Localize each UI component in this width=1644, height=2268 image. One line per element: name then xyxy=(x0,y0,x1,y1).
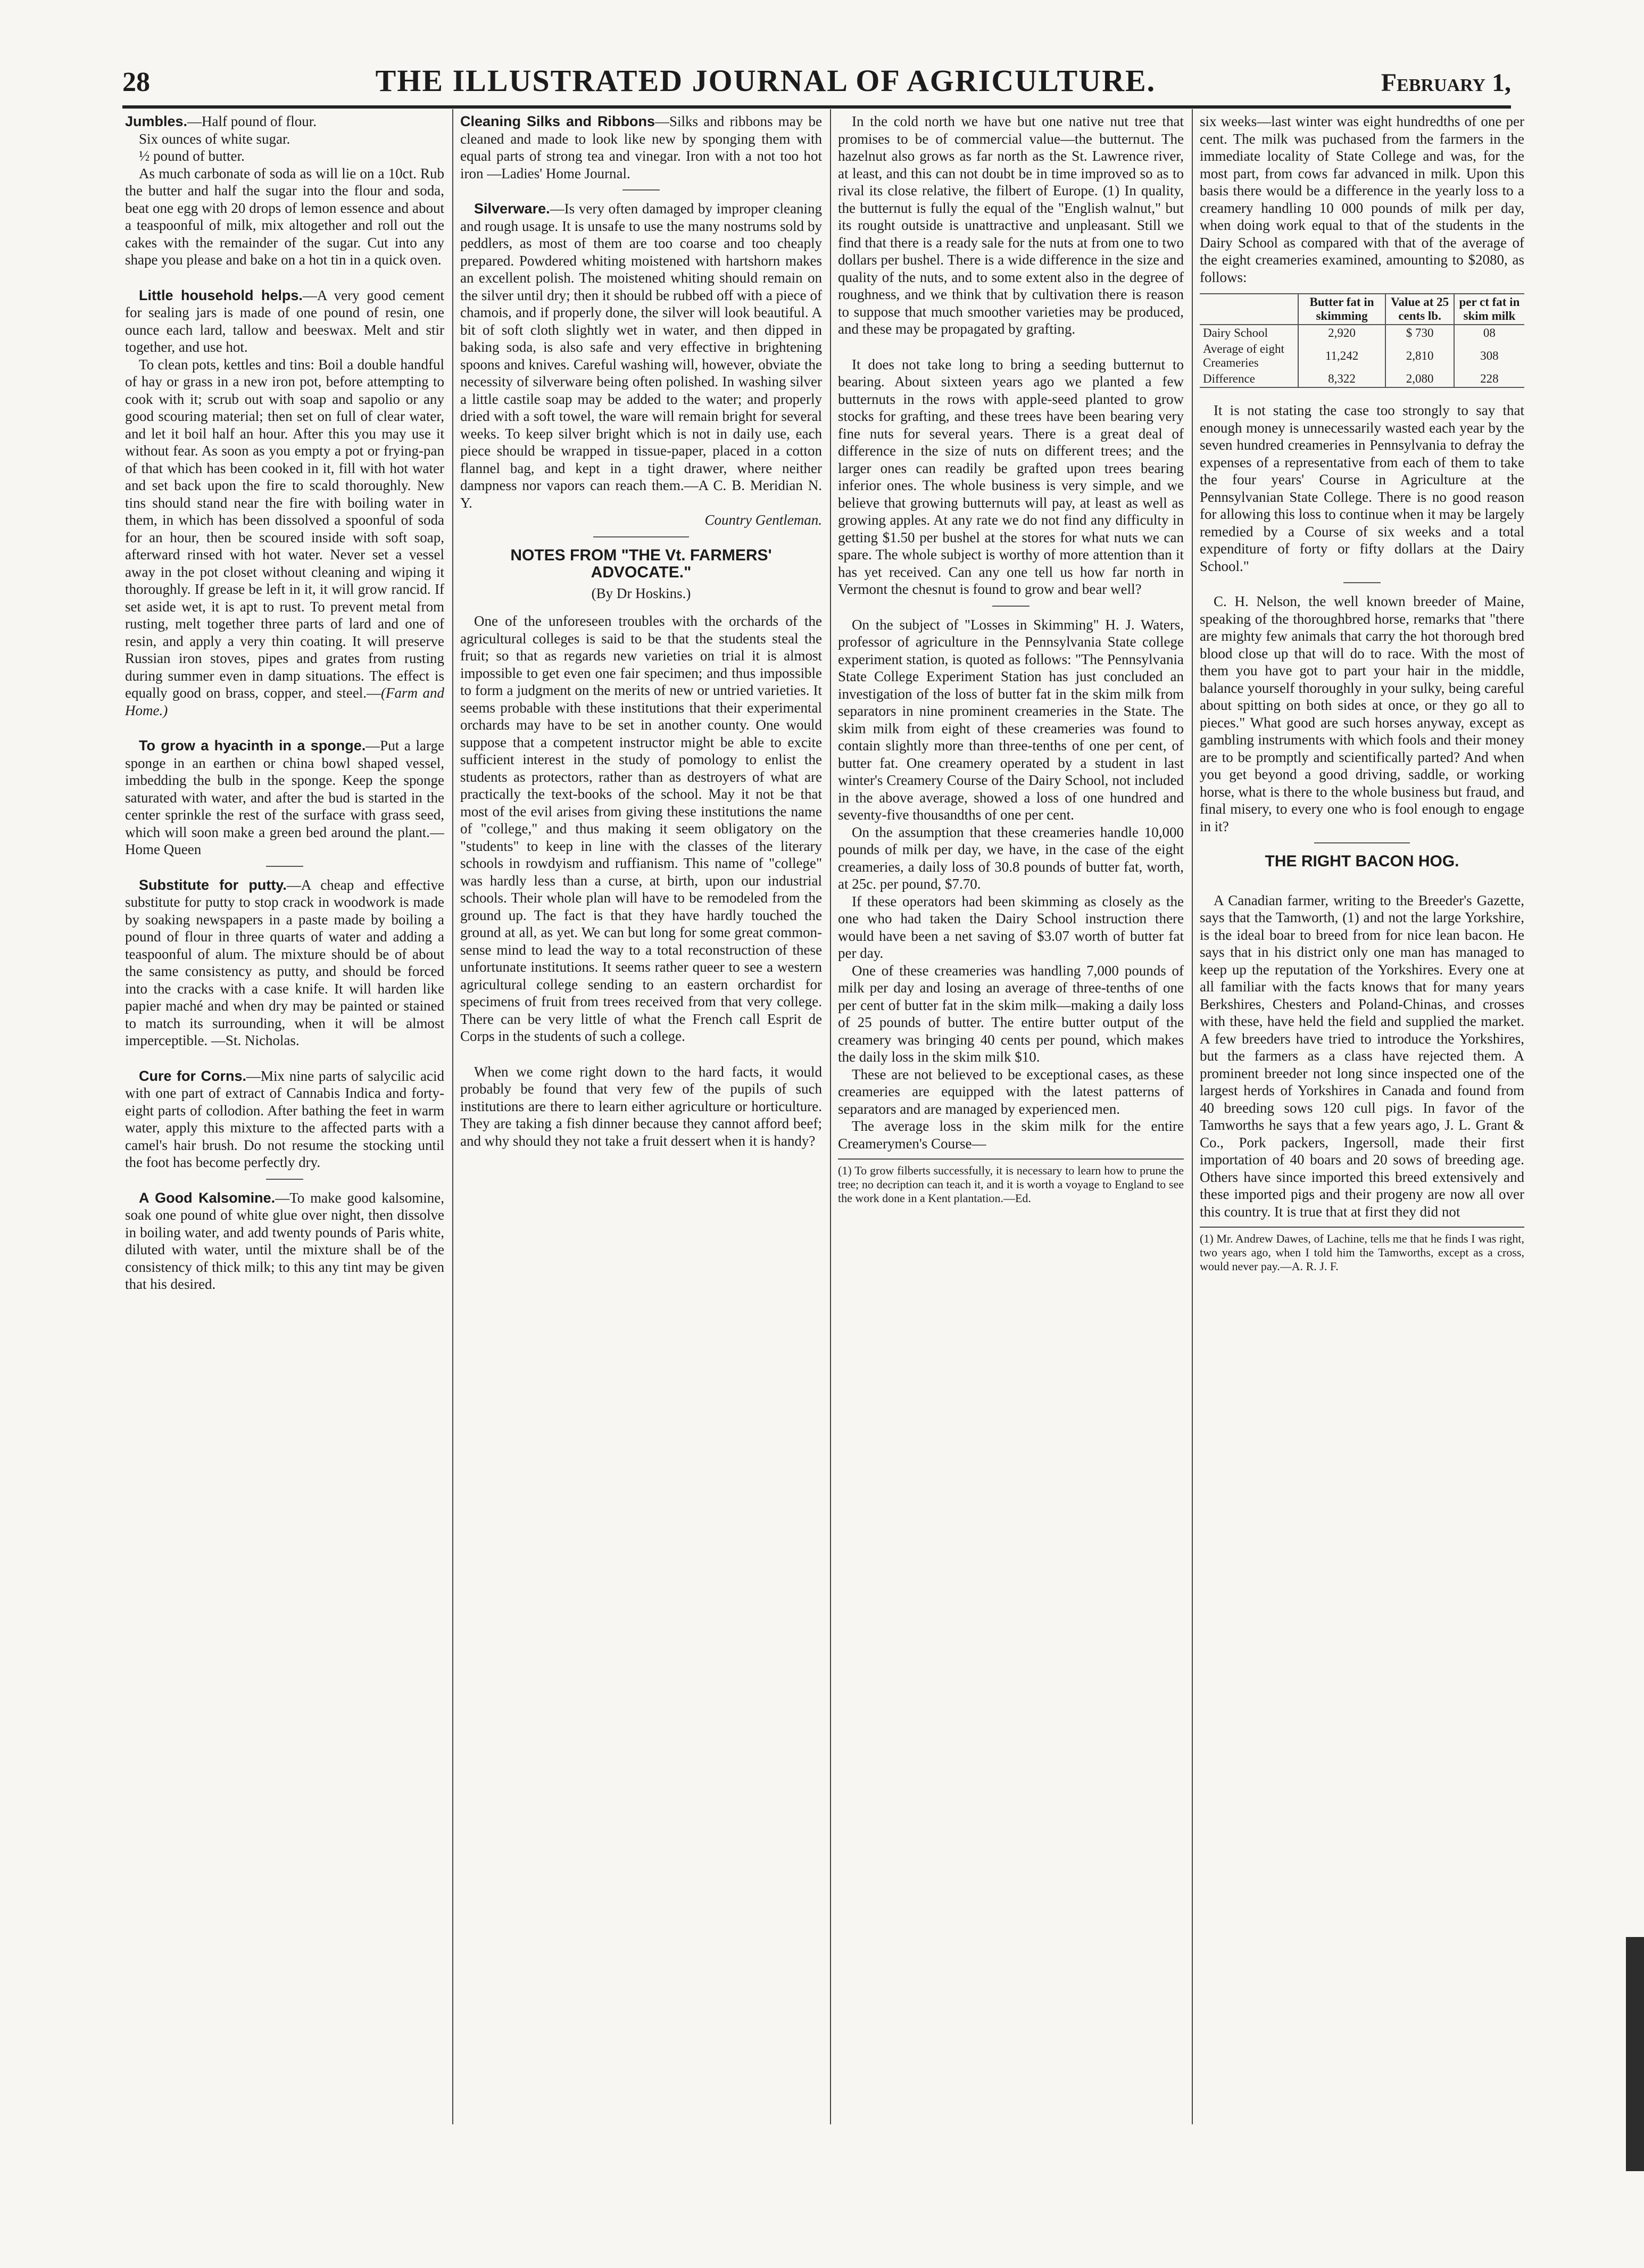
jumbles-ingredient: ½ pound of butter. xyxy=(139,148,245,164)
page-edge-shadow xyxy=(1626,1937,1644,2171)
table-cell: 2,080 xyxy=(1385,371,1454,387)
skimming-paragraph: On the subject of "Losses in Skimming" H. J. Waters, professor of agriculture in the Pennsylvania State college experiment station, is quoted as follows: "The Pennsylvania State College Experiment Station has just concluded an investigation of the loss of butter fat in the skim milk from separators in nine prominent creameries in the State. The skim milk from eight of these creameries was found to contain slightly more than three-tenths of one per cent, of butter fat. One creamery operated by a student in last winter's Creamery Course of the Dairy School, not included in the above average, showed a loss of one hundred and seventy-five thousandths of one per cent. xyxy=(838,616,1184,823)
table-row xyxy=(1200,341,1524,371)
table-cell: 08 xyxy=(1454,325,1524,341)
table-cell: 8,322 xyxy=(1298,371,1386,387)
skimming-loss-table xyxy=(1200,293,1524,388)
journal-title: THE ILLUSTRATED JOURNAL OF AGRICULTURE. xyxy=(375,63,1156,98)
butternut-paragraph: In the cold north we have but one native nut tree that promises to be of commercial value—the butternut. The hazelnut also grows as far north as the St. Lawrence river, at least, and this can not doubt be in time improved so as to rival its close relative, the filbert of Europe. (1) In quality, the butternut is fully the equal of the "English walnut," but its rought outside is unattractive and unpleasant. Still we find that there is a ready sale for the nuts at from one to two dollars per bushel. There is a wide difference in the size and quality of the nuts, and to some extent also in the degree of roughness, and we think that by cultivation there is reason to suppose that much smoother varieties may be produced, and these may be propagated by grafting. xyxy=(838,113,1184,337)
silks-article: Cleaning Silks and Ribbons—Silks and ribbons may be cleaned and made to look like new by sponging them with equal parts of strong tea and vinegar. Iron with a not too hot iron —Ladies' Home Journal. xyxy=(460,113,822,181)
column-3 xyxy=(838,113,1184,2124)
column-divider xyxy=(830,109,831,2124)
header-rule xyxy=(122,105,1511,109)
putty-article: Substitute for putty.—A cheap and effective substitute for putty to stop crack in woodwork is made by soaking newspapers in a paste made by boiling a pound of flour in three quarts of water and adding a teaspoonful of alum. The mixture should be of about the same consistency as putty, and should be forced into the cracks with a case knife. It will harden like papier maché and when dry may be painted or stained to match its surrounding, when it will be almost imperceptible. —St. Nicholas. xyxy=(125,876,444,1048)
table-cell: 308 xyxy=(1454,341,1524,371)
silverware-article: Silverware.—Is very often damaged by improper cleaning and rough usage. It is unsafe to use the many nostrums sold by peddlers, as most of them are too coarse and too cheaply prepared. Powdered whiting moistened with hartshorn makes an excellent polish. The moistened whiting should remain on the silver until dry; then it should be rubbed off with a piece of chamois, and if properly done, the silver will look beautiful. A bit of soft cloth slightly wet in water, and then dipped in baking soda, is also safe and very effective in brightening spoons and knives. Careful washing will, however, obviate the necessity of silverware being often polished. In washing silver a little castile soap may be added to the water; and properly dried with a soft towel, the ware will remain bright for several weeks. To keep silver bright which is not in daily use, each piece should be wrapped in tissue-paper, placed in a cotton flannel bag, and kept in a tight drawer, where neither dampness nor vapors can reach them.—A C. B. Meridian N. Y. xyxy=(460,201,822,511)
table-header: Value at 25 cents lb. xyxy=(1385,294,1454,325)
separator xyxy=(1314,842,1410,843)
horse-paragraph: C. H. Nelson, the well known breeder of Maine, speaking of the thoroughbred horse, remarks that "there are mighty few animals that carry the hot thorough bred blood close up that will do to race. With the most of them you have got to part your hair in the middle, balance yourself thoroughly in your sulky, being careful about spitting on both sides at once, or they go all to pieces." What good are such horses anyway, except as gambling instruments with which fools and their money are to be promptly and scientifically parted? And when you get beyond a good driving, saddle, or working horse, what is there to the whole business but fraud, and final misery, to every one who is fool enough to engage in it? xyxy=(1200,593,1524,834)
jumbles-ingredient: Six ounces of white sugar. xyxy=(139,130,290,147)
table-cell: 2,920 xyxy=(1298,325,1386,341)
table-header-row xyxy=(1200,294,1524,325)
column-2 xyxy=(460,113,822,2124)
corns-article: Cure for Corns.—Mix nine parts of salycilic acid with one part of extract of Cannabis Indica and forty-eight parts of collodion. After bathing the feet in warm water, apply this mixture to the affected parts with a camel's hair brush. Do not resume the stocking until the foot has become perfectly dry. xyxy=(125,1067,444,1170)
notes-paragraph: When we come right down to the hard facts, it would probably be found that very few of the pupils of such institutions are there to learn either agriculture or horticulture. They are taking a fish dinner because they cannot afford beef; and why should they not take a fruit dessert when it is handy? xyxy=(460,1063,822,1149)
notes-byline: (By Dr Hoskins.) xyxy=(591,585,691,601)
column-divider xyxy=(1192,109,1193,2124)
table-header xyxy=(1200,294,1298,325)
hyacinth-article: To grow a hyacinth in a sponge.—Put a large sponge in an earthen or china bowl shaped vessel, imbedding the bulb in the sponge. Keep the sponge saturated with water, and after the bud is started in the center sprinkle the rest of the surface with grass seed, which will soon make a green bed around the plant.—Home Queen xyxy=(125,738,444,857)
separator xyxy=(1343,582,1381,583)
table-cell: Difference xyxy=(1203,372,1255,385)
separator xyxy=(266,1179,303,1180)
household-article: Little household helps.—A very good cement for sealing jars is made of one pound of resin, one ounce each lard, tallow and beeswax. Melt and stir together, and use hot. xyxy=(125,287,444,355)
page-header xyxy=(122,63,1511,105)
butternut-paragraph: It does not take long to bring a seeding butternut to bearing. About sixteen years ago we planted a few butternuts in the rows with apple-seed planted to grow stocks for grafting, and these trees have been bearing very fine nuts for several years. There is a great deal of difference in the size of nuts on different trees; and the larger ones can readily be grafted upon trees bearing inferior ones. The whole business is very simple, and we believe that growing butternuts will pay, at least as well as growing apples. At any rate we do not find any difficulty in getting $1.50 per bushel at the stores for what nuts we can spare. The whole subject is worthy of more attention than it has yet received. Can any one tell us how far north in Vermont the chesnut is found to grow and bear well? xyxy=(838,356,1184,597)
separator xyxy=(992,606,1029,607)
footnote: (1) Mr. Andrew Dawes, of Lachine, tells me that he finds I was right, two years ago, when I told him the Tamworths, except as a cross, would never pay.—A. R. J. F. xyxy=(1200,1227,1524,1273)
skimming-paragraph: These are not believed to be exceptional cases, as these creameries are equipped with the latest patterns of separators and are managed by experienced men. xyxy=(838,1066,1184,1117)
column-1 xyxy=(125,113,444,2124)
column-4 xyxy=(1200,113,1524,2124)
table-cell: Dairy School xyxy=(1203,326,1268,340)
table-cell: Average of eight Creameries xyxy=(1203,342,1284,369)
bacon-body: A Canadian farmer, writing to the Breeder's Gazette, says that the Tamworth, (1) and not the large Yorkshire, is the ideal boar to breed from for nice lean bacon. He says that in his district only one man has managed to keep up the reputation of the Yorkshires. Every one at all familiar with the facts knows that for many years Berkshires, Chesters and Poland-Chinas, and crosses with these, have held the field and supplied the market. A few breeders have tried to introduce the Yorkshires, but the farmers as a class have rejected them. A prominent breeder not long since inspected one of the largest herds of Yorkshires in Canada and found from 40 breeding sows 120 cull pigs. In favor of the Tamworths he says that a few years ago, J. L. Grant & Co., Pork packers, Ingersoll, made their first importation of 40 boars and 20 sows of breeding age. Others have since imported this breed extensively and these imported pigs and their progeny are now all over this country. It is true that at first they did not xyxy=(1200,892,1524,1220)
bacon-title: THE RIGHT BACON HOG. xyxy=(1265,852,1459,870)
issue-date: February 1, xyxy=(1381,69,1511,97)
table-cell: 2,810 xyxy=(1385,341,1454,371)
table-row xyxy=(1200,325,1524,341)
table-cell: 228 xyxy=(1454,371,1524,387)
page-number: 28 xyxy=(122,67,150,97)
table-cell: 11,242 xyxy=(1298,341,1386,371)
footnote: (1) To grow filberts successfully, it is necessary to learn how to prune the tree; no decription can teach it, and it is worth a voyage to England to see the work done in a Kent plantation.—Ed. xyxy=(838,1158,1184,1205)
household-body: To clean pots, kettles and tins: Boil a double handful of hay or grass in a new iron pot, before attempting to cook with it; scrub out with soap and sapolio or any good scouring material; then set on full of clear water, and let it boil half an hour. After this you may use it without fear. As soon as you empty a pot or frying-pan of that which has been cooked in it, fill with hot water and set back upon the fire to scald thoroughly. New tins should stand near the fire with boiling water in them, in which has been dissolved a spoonful of soda for an hour, then be scoured inside with soft soap, afterward rinsed with hot water. Never set a vessel away in the pot closet without cleaning and wiping it thoroughly. If grease be left in it, it will grow rancid. If set aside wet, it is apt to rust. To prevent metal from rusting, melt together three parts of lard and one of resin, and apply a very thin coating. It will preserve Russian iron stoves, pipes and grates from rusting during summer even in damp situations. The effect is equally good on brass, copper, and steel.—(Farm and Home.) xyxy=(125,356,444,718)
column-divider xyxy=(452,109,453,2124)
skimming-paragraph: One of these creameries was handling 7,000 pounds of milk per day and losing an average of three-tenths of one per cent of butter fat in the skim milk—making a daily loss of 25 pounds of butter. The entire butter output of the creamery was bringing 40 cents per pound, which makes the daily loss in the skim milk $10. xyxy=(838,962,1184,1065)
table-cell: $ 730 xyxy=(1385,325,1454,341)
silverware-source: Country Gentleman. xyxy=(704,512,822,528)
skimming-continued: six weeks—last winter was eight hundredths of one per cent. The milk was puchased from the farmers in the immediate locality of State College and was, for the most part, from cows far advanced in milk. Upon this basis there would be a difference in the yearly loss to a creamery handling 10 000 pounds of milk per day, when doing work equal to that of the students in the Dairy School as compared with that of the average of the eight creameries examined, amounting to $2080, as follows: xyxy=(1200,113,1524,285)
jumbles-article: Jumbles.—Half pound of flour. xyxy=(125,113,317,129)
skimming-paragraph: On the assumption that these creameries handle 10,000 pounds of milk per day, we have, in the case of the eight creameries, a daily loss of 30.8 pounds of butter fat, worth, at 25c. per pound, $7.70. xyxy=(838,824,1184,892)
separator xyxy=(593,536,689,537)
skimming-paragraph: If these operators had been skimming as closely as the one who had taken the Dairy School instruction there would have been a net saving of $3.07 worth of butter fat per day. xyxy=(838,893,1184,961)
jumbles-body: As much carbonate of soda as will lie on a 10ct. Rub the butter and half the sugar into the flour and soda, beat one egg with 20 drops of lemon essence and about a teaspoonful of milk, mix altogether and roll out the cakes with the remainder of the sugar. Cut into any shape you please and bake on a hot tin in a quick oven. xyxy=(125,165,444,268)
notes-paragraph: One of the unforeseen troubles with the orchards of the agricultural colleges is said to be that the students steal the fruit; so that as regards new varieties on trial it is almost impossible to get even one fair specimen; and thus impossible to form a judgment on the merits of new or untried varieties. It seems probable with these institutions that their experimental orchards may have to be set in another county. One would suppose that a competent instructor might be able to excite sufficient interest in the study of pomology to enlist the students as protectors, rather than as destroyers of what are practically the text-books of the school. May it not be that most of the evil arises from giving these institutions the name of "college," and thus making it seem obligatory on the "students" to keep in line with the classes of the literary schools in rowdyism and ruffianism. This name of "college" was hardly less than a curse, at birth, upon our industrial schools. Their whole plan will have to be remodeled from the ground up. The fact is that they have hardly touched the ground at all, as yet. We can but long for some great common-sense mind to lead the way to a total reconstruction of these unfortunate institutions. It seems rather queer to see a western agricultural college sending to an eastern orchardist for specimens of fruit from trees received from that very college. There can be very little of what the French call Esprit de Corps in the students of such a college. xyxy=(460,613,822,1044)
skimming-conclusion: It is not stating the case too strongly to say that enough money is unnecessarily wasted each year by the seven hundred creameries in Pennsylvania to defray the expenses of a representative from each of them to take the four years' Course in Agriculture at the Pennsylvanian State College. There is no good reason for allowing this loss to continue when it may be largely remedied by a Course of six weeks and a total expenditure of forty or fifty dollars at the Dairy School." xyxy=(1200,402,1524,574)
table-row xyxy=(1200,371,1524,387)
table-header: per ct fat in skim milk xyxy=(1454,294,1524,325)
separator xyxy=(266,866,303,867)
kalsomine-article: A Good Kalsomine.—To make good kalsomine, soak one pound of white glue over night, then dissolve in boiling water, and add twenty pounds of Paris white, diluted with water, until the mixture shall be of the consistency of thick milk; to this any tint may be given that his desired. xyxy=(125,1189,444,1292)
notes-title: NOTES FROM "THE Vt. FARMERS' ADVOCATE." xyxy=(510,546,772,581)
skimming-paragraph: The average loss in the skim milk for the entire Creamerymen's Course— xyxy=(838,1118,1184,1152)
separator xyxy=(622,189,660,191)
table-header: Butter fat in skimming xyxy=(1298,294,1386,325)
